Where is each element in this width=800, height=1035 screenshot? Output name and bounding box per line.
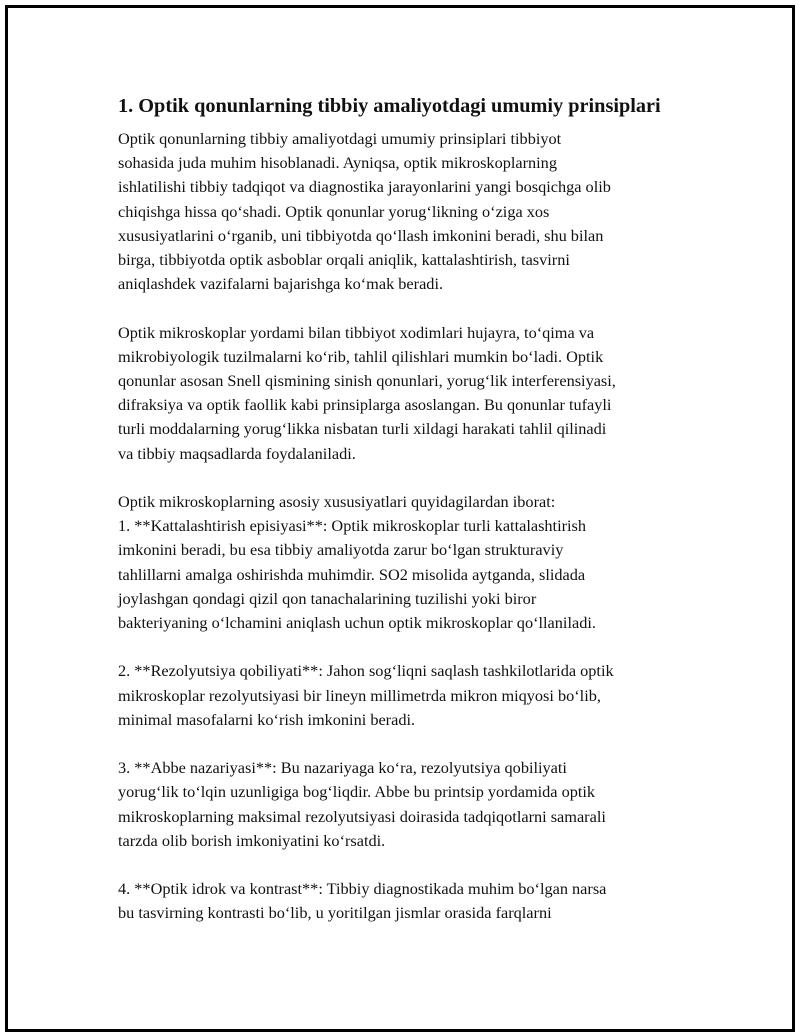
text-line: mikroskoplarning maksimal rezolyutsiyasi doirasida tadqiqotlarni samarali [118, 806, 606, 826]
paragraph-abbe [118, 756, 693, 853]
paragraph-contrast [118, 877, 693, 925]
text-line: mikrobiyologik tuzilmalarni ko‘rib, tahlil qilishlari mumkin bo‘ladi. Optik [118, 346, 604, 366]
paragraph-microscopes [118, 321, 693, 466]
text-line: sohasida juda muhim hisoblanadi. Ayniqsa, optik mikroskoplarning [118, 153, 557, 173]
text-line: minimal masofalarni ko‘rish imkonini beradi. [118, 709, 416, 729]
text-line: aniqlashdek vazifalarni bajarishga ko‘mak beradi. [118, 274, 444, 294]
text-line: mikroskoplar rezolyutsiyasi bir lineyn millimetrda mikron miqyosi bo‘lib, [118, 685, 601, 705]
section-heading: 1. Optik qonunlarning tibbiy amaliyotdagi umumiy prinsiplari [118, 95, 661, 117]
text-line: Optik qonunlarning tibbiy amaliyotdagi umumiy prinsiplari tibbiyot [118, 129, 562, 148]
text-line: ishlatilishi tibbiy tadqiqot va diagnostika jarayonlarini yangi bosqichga olib [118, 177, 611, 197]
text-line: 2. **Rezolyutsiya qobiliyati**: Jahon sog‘liqni saqlash tashkilotlarida optik [118, 661, 614, 681]
text-line: 1. **Kattalashtirish episiyasi**: Optik mikroskoplar turli kattalashtirish [118, 516, 587, 536]
text-line: tahlillarni amalga oshirishda muhimdir. SO2 misolida aytganda, slidada [118, 564, 586, 584]
text-line: tarzda olib borish imkoniyatini ko‘rsatdi. [118, 830, 386, 850]
text-line: qonunlar asosan Snell qismining sinish qonunlari, yorug‘lik interferensiyasi, [118, 371, 616, 391]
paragraph-resolution [118, 659, 693, 732]
text-line: bakteriyaning o‘lchamini aniqlash uchun optik mikroskoplar qo‘llaniladi. [118, 613, 596, 633]
text-line: imkonini beradi, bu esa tibbiy amaliyotda zarur bo‘lgan strukturaviy [118, 540, 564, 560]
text-line: bu tasvirning kontrasti bo‘lib, u yoritilgan jismlar orasida farqlarni [118, 903, 552, 923]
text-line: birga, tibbiyotda optik asboblar orqali aniqlik, kattalashtirish, tasvirni [118, 250, 570, 270]
text-line: Optik mikroskoplarning asosiy xususiyatlari quyidagilardan iborat: [118, 492, 556, 512]
text-line: turli moddalarning yorug‘likka nisbatan turli xildagi harakati tahlil qilinadi [118, 419, 607, 439]
text-line: 3. **Abbe nazariyasi**: Bu nazariyaga ko‘ra, rezolyutsiya qobiliyati [118, 758, 567, 778]
text-line: yorug‘lik to‘lqin uzunligiga bog‘liqdir. Abbe bu printsip yordamida optik [118, 782, 596, 802]
paragraph-intro [118, 127, 693, 296]
paragraph-properties [118, 490, 693, 635]
text-line: Optik mikroskoplar yordami bilan tibbiyot xodimlari hujayra, to‘qima va [118, 322, 595, 342]
text-line: chiqishga hissa qo‘shadi. Optik qonunlar yorug‘likning o‘ziga xos [118, 201, 550, 221]
text-line: xususiyatlarini o‘rganib, uni tibbiyotda qo‘llash imkonini beradi, shu bilan [118, 225, 604, 245]
text-line: joylashgan qondagi qizil qon tanachalarining tuzilishi yoki biror [118, 588, 537, 608]
text-line: difraksiya va optik faollik kabi prinsiplarga asoslangan. Bu qonunlar tufayli [118, 395, 612, 415]
text-line: va tibbiy maqsadlarda foydalaniladi. [118, 443, 356, 463]
document-body [118, 93, 693, 926]
text-line: 4. **Optik idrok va kontrast**: Tibbiy diagnostikada muhim bo‘lgan narsa [118, 879, 607, 899]
